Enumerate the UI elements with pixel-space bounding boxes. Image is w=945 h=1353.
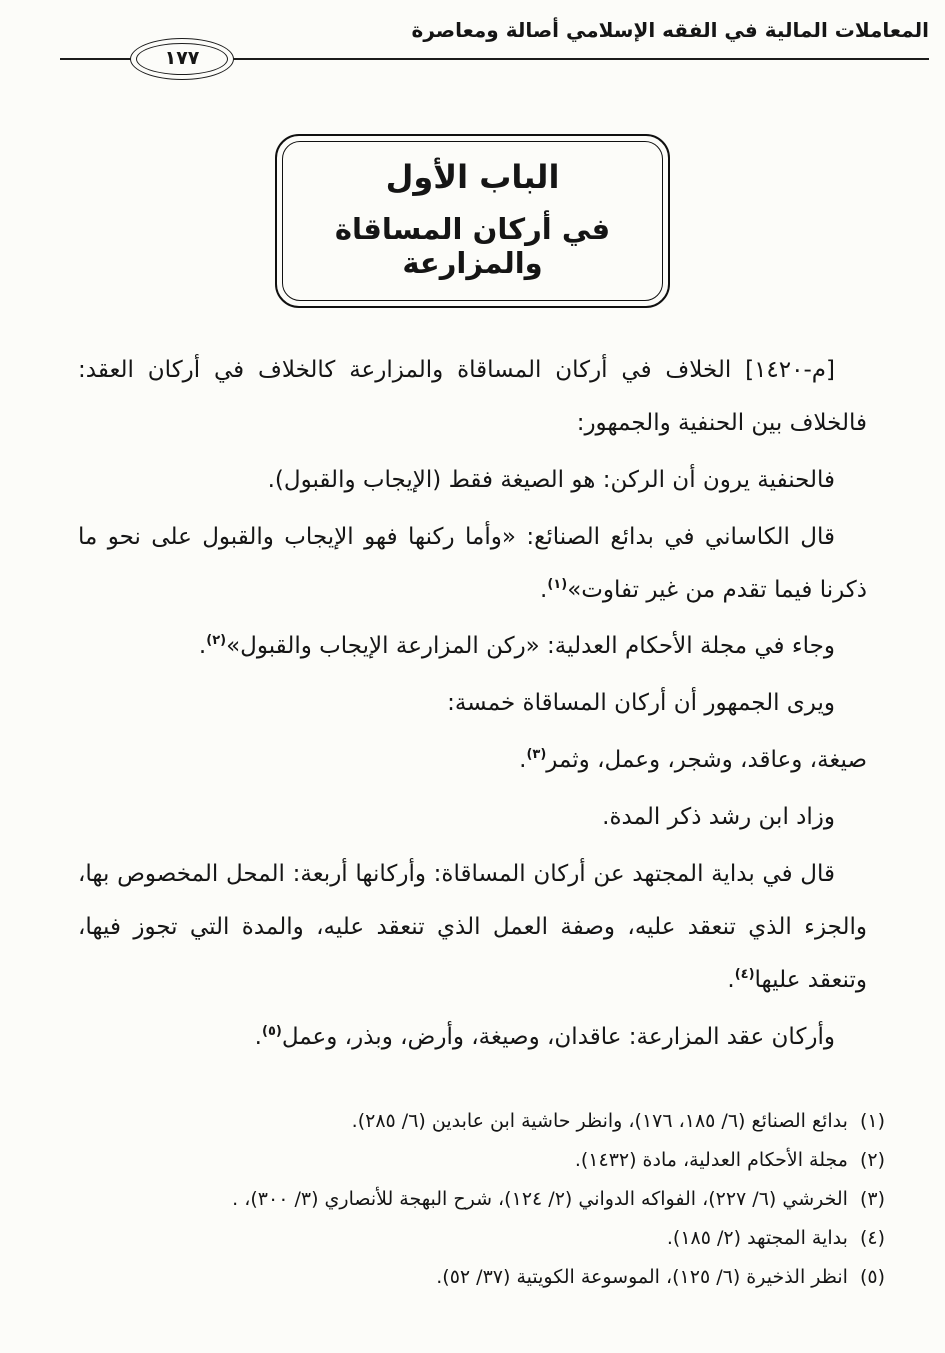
page-number: ١٧٧	[136, 43, 228, 75]
footnote-ref: (٥)	[261, 1023, 282, 1039]
chapter-title-box-inner	[282, 141, 663, 301]
footnote	[42, 1102, 885, 1141]
chapter-title: الباب الأول	[385, 158, 560, 196]
header-rule	[60, 47, 929, 69]
paragraph	[78, 454, 867, 507]
paragraph-tail: .	[540, 576, 548, 603]
body-text	[78, 344, 867, 1064]
paragraph-text: وجاء في مجلة الأحكام العدلية: «ركن المزارعة الإيجاب والقبول»	[226, 633, 835, 660]
footnote-ref: (٣)	[526, 747, 547, 763]
page-header	[0, 0, 945, 69]
chapter-subtitle: في أركان المساقاة والمزارعة	[334, 212, 611, 280]
footnote	[42, 1141, 885, 1180]
footnote-marker: (٥)	[859, 1266, 885, 1289]
footnote	[42, 1258, 885, 1297]
paragraph-text: قال الكاساني في بدائع الصنائع: «وأما ركنها فهو الإيجاب والقبول على نحو ما ذكرنا فيما تقدم من غير تفاوت»	[78, 523, 867, 603]
paragraph-text: وأركان عقد المزارعة: عاقدان، وصيغة، وأرض، وبذر، وعمل	[281, 1023, 835, 1050]
footnote-marker: (٢)	[859, 1149, 885, 1172]
footnote-text: بدائع الصنائع (٦/ ١٨٥، ١٧٦)، وانظر حاشية ابن عابدين (٦/ ٢٨٥).	[351, 1110, 848, 1133]
footnote-ref: (٤)	[734, 966, 755, 982]
paragraph	[78, 1011, 867, 1064]
paragraph	[78, 344, 867, 450]
footnote	[42, 1219, 885, 1258]
paragraph	[78, 620, 867, 673]
paragraph-tail: .	[519, 747, 527, 774]
paragraph	[78, 677, 867, 730]
paragraph-text: ويرى الجمهور أن أركان المساقاة خمسة:	[447, 690, 835, 717]
footnote-text: انظر الذخيرة (٦/ ١٢٥)، الموسوعة الكويتية (٣٧/ ٥٢).	[436, 1266, 848, 1289]
footnote-ref: (٢)	[206, 633, 227, 649]
footnote-text: الخرشي (٦/ ٢٢٧)، الفواكه الدواني (٢/ ١٢٤)، شرح البهجة للأنصاري (٣/ ٣٠٠)، .	[232, 1188, 848, 1211]
footnote-marker: (٣)	[859, 1188, 885, 1211]
footnote-text: مجلة الأحكام العدلية، مادة (١٤٣٢).	[574, 1149, 848, 1172]
paragraph-text: وزاد ابن رشد ذكر المدة.	[602, 804, 835, 831]
footnote-ref: (١)	[547, 576, 568, 592]
footnotes	[42, 1102, 885, 1297]
paragraph	[78, 511, 867, 617]
footnote-marker: (١)	[859, 1110, 885, 1133]
paragraph-tail: .	[198, 633, 207, 660]
paragraph-tail: .	[727, 966, 735, 993]
footnote	[42, 1180, 885, 1219]
running-title: المعاملات المالية في الفقه الإسلامي أصالة ومعاصرة	[411, 18, 929, 42]
paragraph-text: صيغة، وعاقد، وشجر، وعمل، وثمر	[546, 747, 867, 774]
paragraph-text: فالحنفية يرون أن الركن: هو الصيغة فقط (الإيجاب والقبول).	[267, 466, 835, 493]
footnote-text: بداية المجتهد (٢/ ١٨٥).	[666, 1227, 848, 1250]
paragraph	[78, 848, 867, 1007]
paragraph	[78, 791, 867, 844]
paragraph-tail: .	[254, 1023, 262, 1050]
page-number-badge	[130, 38, 234, 80]
paragraph-text: قال في بداية المجتهد عن أركان المساقاة: وأركانها أربعة: المحل المخصوص بها، والجزء الذي تنعقد عليه، وصفة العمل الذي تنعقد عليه، والمدة التي تجوز فيها، وتنعقد عليها	[78, 861, 867, 993]
paragraph	[78, 734, 867, 787]
chapter-heading-section	[0, 134, 945, 308]
footnote-marker: (٤)	[859, 1227, 885, 1250]
paragraph-text: [م-١٤٢٠] الخلاف في أركان المساقاة والمزارعة كالخلاف في أركان العقد: فالخلاف بين الحنفية والجمهور:	[78, 357, 867, 436]
chapter-title-box	[275, 134, 670, 308]
